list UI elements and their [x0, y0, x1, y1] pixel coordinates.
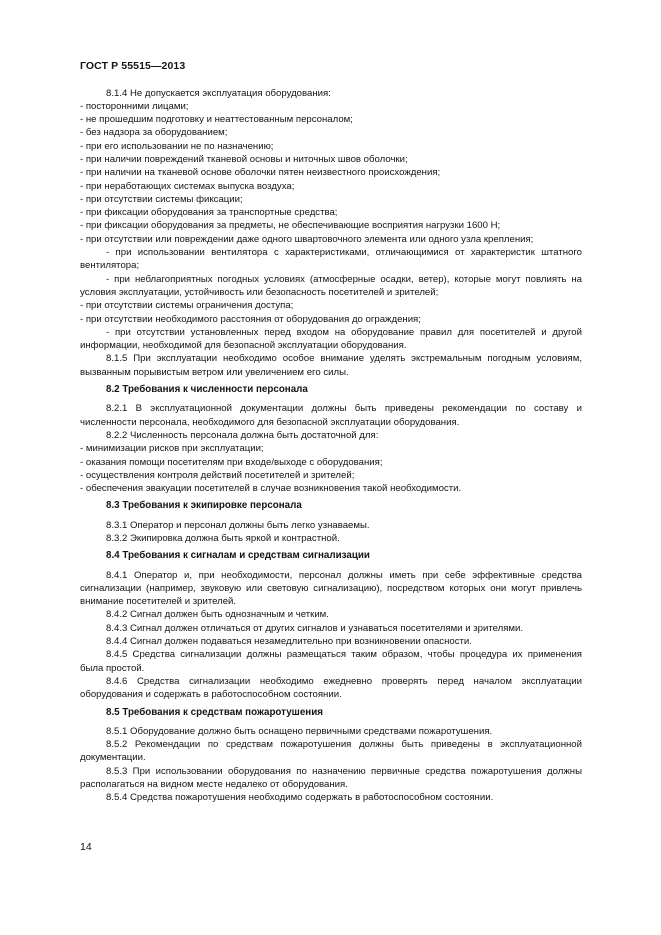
- document-header: ГОСТ Р 55515—2013: [80, 60, 186, 72]
- list-item: - при наличии на тканевой основе оболочки пятен неизвестного происхождения;: [80, 167, 441, 179]
- paragraph: 8.4.4 Сигнал должен подаваться незамедлительно при возникновении опасности.: [106, 636, 472, 648]
- paragraph: - при использовании вентилятора с характеристиками, отличающимися от характеристик штатного вентилятора;: [80, 247, 582, 272]
- paragraph: - при неблагоприятных погодных условиях (атмосферные осадки, ветер), которые могут повлиять на условия эксплуатации, устойчивость или безопасность посетителей и зрителей;: [80, 273, 582, 298]
- list-item: - при отсутствии или повреждении даже одного швартовочного элемента или одного узла крепления;: [80, 233, 534, 245]
- list-item: - при его использовании не по назначению;: [80, 140, 274, 152]
- list-item: - при отсутствии системы ограничения доступа;: [80, 300, 294, 312]
- paragraph: 8.2.1 В эксплуатационной документации должны быть приведены рекомендации по составу и численности персонала, необходимого для безопасной эксплуатации оборудования.: [80, 403, 582, 428]
- paragraph: 8.1.5 При эксплуатации необходимо особое внимание уделять экстремальным погодным условиям, вызванным порывистым ветром или увеличением его силы.: [80, 353, 582, 378]
- list-item: - при отсутствии необходимого расстояния от оборудования до ограждения;: [80, 313, 421, 325]
- section-heading: 8.4 Требования к сигналам и средствам сигнализации: [106, 550, 370, 562]
- paragraph: 8.4.2 Сигнал должен быть однозначным и четким.: [106, 609, 329, 621]
- paragraph: 8.4.6 Средства сигнализации необходимо ежедневно проверять перед началом эксплуатации оборудования и содержать в работоспособном состоянии.: [80, 675, 582, 701]
- list-item: - посторонними лицами;: [80, 100, 189, 112]
- list-item: - при отсутствии системы фиксации;: [80, 193, 243, 205]
- paragraph: 8.4.5 Средства сигнализации должны размещаться таким образом, чтобы процедура их применения была простой.: [80, 649, 582, 674]
- list-item: - при фиксации оборудования за транспортные средства;: [80, 207, 338, 219]
- list-item: - осуществления контроля действий посетителей и зрителей;: [80, 469, 355, 481]
- section-heading: 8.5 Требования к средствам пожаротушения: [106, 706, 323, 718]
- paragraph: 8.2.2 Численность персонала должна быть достаточной для:: [106, 429, 379, 441]
- paragraph: 8.5.4 Средства пожаротушения необходимо содержать в работоспособном состоянии.: [106, 792, 494, 804]
- paragraph: 8.1.4 Не допускается эксплуатация оборудования:: [106, 87, 331, 99]
- paragraph: - при отсутствии установленных перед входом на оборудование правил для посетителей и другой информации, необходимой для безопасной эксплуатации оборудования.: [80, 326, 582, 352]
- page-number: 14: [80, 841, 92, 853]
- list-item: - оказания помощи посетителям при входе/выходе с оборудования;: [80, 456, 383, 468]
- list-item: - обеспечения эвакуации посетителей в случае возникновения такой необходимости.: [80, 483, 462, 495]
- paragraph: 8.5.2 Рекомендации по средствам пожаротушения должны быть приведены в эксплуатационной документации.: [80, 739, 582, 764]
- list-item: - без надзора за оборудованием;: [80, 127, 228, 139]
- paragraph: 8.4.1 Оператор и, при необходимости, персонал должны иметь при себе эффективные средства сигнализации (например, звуковую или световую сигнализацию), посредством которых они могут привлечь внимание посетителей и зрителей.: [80, 569, 582, 608]
- paragraph: 8.5.1 Оборудование должно быть оснащено первичными средствами пожаротушения.: [106, 725, 493, 737]
- section-heading: 8.3 Требования к экипировке персонала: [106, 500, 302, 512]
- list-item: - при неработающих системах выпуска воздуха;: [80, 180, 295, 192]
- paragraph: 8.3.1 Оператор и персонал должны быть легко узнаваемы.: [106, 519, 370, 531]
- paragraph: 8.5.3 При использовании оборудования по назначению первичные средства пожаротушения должны располагаться на видном месте недалеко от оборудования.: [80, 765, 582, 791]
- section-heading: 8.2 Требования к численности персонала: [106, 384, 308, 396]
- list-item: - при наличии повреждений тканевой основы и ниточных швов оболочки;: [80, 153, 408, 165]
- list-item: - при фиксации оборудования за предметы, не обеспечивающие восприятия нагрузки 1600 Н;: [80, 220, 501, 232]
- document-body: [80, 87, 582, 805]
- paragraph: 8.4.3 Сигнал должен отличаться от других сигналов и узнаваться посетителями и зрителями.: [106, 622, 524, 634]
- paragraph: 8.3.2 Экипировка должна быть яркой и контрастной.: [106, 533, 340, 544]
- list-item: - минимизации рисков при эксплуатации;: [80, 443, 264, 455]
- list-item: - не прошедшим подготовку и неаттестованным персоналом;: [80, 114, 353, 126]
